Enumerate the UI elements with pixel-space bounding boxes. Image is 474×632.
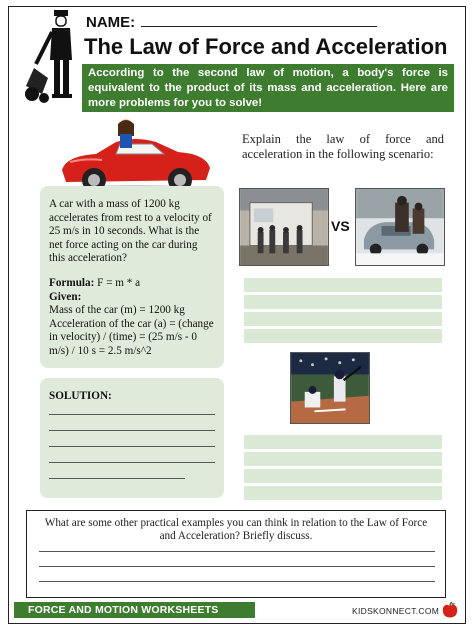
formula bbox=[49, 277, 215, 291]
formula-value: F = m * a bbox=[94, 276, 141, 289]
footer-series-bar: FORCE AND MOTION WORKSHEETS bbox=[14, 602, 255, 618]
photo-baseball-batter bbox=[290, 352, 370, 424]
problem-box bbox=[40, 186, 224, 368]
name-input-line[interactable] bbox=[141, 15, 377, 27]
formula-label: Formula: bbox=[49, 276, 95, 289]
given-mass: Mass of the car (m) = 1200 kg bbox=[49, 304, 185, 317]
given-label: Given: bbox=[49, 290, 82, 303]
problem-text: A car with a mass of 1200 kg accelerates from rest to a velocity of 25 m/s in 10 seconds. What is the net force acting on the car during this acceleration? bbox=[49, 198, 212, 265]
discussion-line[interactable] bbox=[39, 566, 435, 567]
discussion-box bbox=[26, 510, 446, 598]
solution-line[interactable] bbox=[49, 446, 215, 447]
solution-box bbox=[40, 378, 224, 498]
given-acceleration: Acceleration of the car (a) = (change in velocity) / (time) = (25 m/s - 0 m/s) / 10 s = 2.5 m/s^2 bbox=[49, 317, 214, 357]
discussion-line[interactable] bbox=[39, 551, 435, 552]
answer-line[interactable] bbox=[244, 469, 442, 483]
answer-line[interactable] bbox=[244, 278, 442, 292]
answer-line[interactable] bbox=[244, 329, 442, 343]
discussion-question: What are some other practical examples you can think in relation to the Law of Force and Acceleration? Briefly discuss. bbox=[44, 517, 428, 542]
scenario-prompt: Explain the law of force and acceleration in the following scenario: bbox=[242, 132, 444, 161]
photo-pushing-car-snow bbox=[355, 188, 445, 266]
solution-line[interactable] bbox=[49, 462, 215, 463]
answer-line[interactable] bbox=[244, 435, 442, 449]
name-field[interactable] bbox=[86, 14, 377, 31]
apple-icon bbox=[441, 601, 459, 619]
answer-line[interactable] bbox=[244, 452, 442, 466]
solution-line[interactable] bbox=[49, 478, 185, 479]
solution-line[interactable] bbox=[49, 430, 215, 431]
page-title: The Law of Force and Acceleration bbox=[84, 34, 448, 59]
mascot-icon bbox=[22, 8, 82, 108]
answer-line[interactable] bbox=[244, 312, 442, 326]
solution-line[interactable] bbox=[49, 414, 215, 415]
photo-pushing-van bbox=[239, 188, 329, 266]
intro-banner: According to the second law of motion, a body's force is equivalent to the product of its mass and acceleration. Here are more problems for you to solve! bbox=[82, 64, 454, 112]
footer-site: KIDSKONNECT.COM bbox=[352, 606, 440, 616]
discussion-line[interactable] bbox=[39, 581, 435, 582]
vs-label: VS bbox=[331, 218, 350, 234]
name-label: NAME: bbox=[86, 14, 136, 31]
solution-label: SOLUTION: bbox=[49, 390, 112, 402]
answer-line[interactable] bbox=[244, 295, 442, 309]
answer-line[interactable] bbox=[244, 486, 442, 500]
